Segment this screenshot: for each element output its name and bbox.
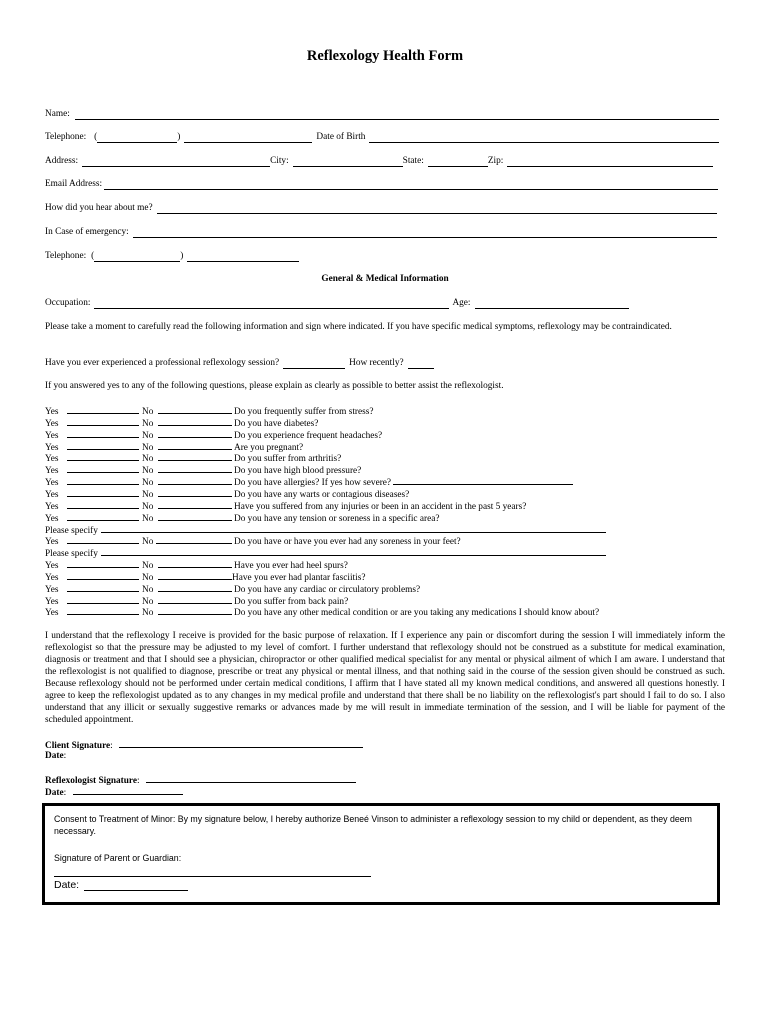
no-answer-field[interactable] bbox=[158, 606, 232, 615]
zip-label: Zip: bbox=[487, 156, 504, 166]
name-field[interactable] bbox=[75, 110, 719, 120]
yes-answer-field[interactable] bbox=[67, 441, 139, 450]
occupation-row bbox=[45, 297, 629, 309]
yes-label: Yes bbox=[45, 596, 59, 607]
no-answer-field[interactable] bbox=[158, 512, 232, 521]
email-label: Email Address: bbox=[45, 179, 103, 189]
telephone-field[interactable] bbox=[184, 133, 312, 143]
consent-date-label: Date: bbox=[54, 879, 80, 891]
heard-label: How did you hear about me? bbox=[45, 203, 153, 213]
no-answer-field[interactable] bbox=[158, 488, 232, 497]
no-label: No bbox=[142, 561, 154, 572]
client-signature-label: Client Signature bbox=[45, 741, 111, 751]
question-text: Do you suffer from arthritis? bbox=[234, 454, 342, 465]
no-answer-field[interactable] bbox=[158, 417, 232, 426]
emergency-row bbox=[45, 226, 717, 238]
yes-label: Yes bbox=[45, 418, 59, 429]
yes-answer-field[interactable] bbox=[67, 429, 139, 438]
how-recently-field[interactable] bbox=[408, 359, 434, 369]
no-label: No bbox=[142, 466, 154, 477]
explain-note: If you answered yes to any of the following questions, please explain as clearly as possible to better assist the reflexologist. bbox=[45, 381, 504, 391]
agreement-paragraph: I understand that the reflexology I receive is provided for the basic purpose of relaxation. If I experience any pain or discomfort during the session I will immediately inform the reflexologist so that the pressure may be adjusted to my level of comfort. I further understand that reflexology should not be construed as a substitute for medical examination, diagnosis or treatment and that I should see a physician, chiropractor or other qualified medical specialist for any mental or physical ailment of which I am aware. I understand that the reflexologist is not qualified to diagnose, prescribe or treat any physical or mental illness, and that nothing said in the course of the session given should be construed as such. Because reflexology should not be performed under certain medical conditions, I affirm that I have stated all my known medical conditions, and answered all questions honestly. I agree to keep the reflexologist updated as to any changes in my medical profile and understand that there shall be no liability on the reflexologist's part should I fail to do so. I also understand that any illicit or sexually suggestive remarks or advances made by me will result in immediate termination of the session, and I will be liable for payment of the scheduled appointment. bbox=[45, 631, 725, 725]
zip-field[interactable] bbox=[507, 157, 713, 167]
no-label: No bbox=[142, 442, 154, 453]
client-date-row bbox=[45, 750, 66, 762]
no-label: No bbox=[142, 407, 154, 417]
question-text: Have you ever had heel spurs? bbox=[234, 561, 348, 572]
parent-signature-label: Signature of Parent or Guardian: bbox=[54, 853, 182, 863]
no-label: No bbox=[142, 478, 154, 489]
question-text: Do you have any other medical condition or are you taking any medications I should know about? bbox=[234, 608, 600, 619]
no-answer-field[interactable] bbox=[158, 452, 232, 461]
form-title: Reflexology Health Form bbox=[306, 48, 464, 64]
address-label: Address: bbox=[45, 156, 79, 166]
email-row bbox=[45, 178, 718, 190]
consent-date-field[interactable] bbox=[84, 879, 188, 891]
no-label: No bbox=[142, 501, 154, 512]
yes-answer-field[interactable] bbox=[67, 595, 139, 604]
email-field[interactable] bbox=[104, 180, 718, 190]
reflexologist-signature-label: Reflexologist Signature bbox=[45, 776, 138, 786]
no-label: No bbox=[142, 537, 154, 548]
yes-label: Yes bbox=[45, 489, 59, 500]
please-specify-field[interactable] bbox=[101, 547, 606, 556]
age-label: Age: bbox=[452, 298, 471, 308]
name-label: Name: bbox=[45, 109, 70, 119]
yes-label: Yes bbox=[45, 501, 59, 512]
question-text: Do you have allergies? If yes how severe? bbox=[234, 478, 392, 489]
emergency-field[interactable] bbox=[133, 228, 717, 238]
question-text: Have you ever had plantar fasciitis? bbox=[232, 572, 366, 583]
name-row bbox=[45, 108, 719, 120]
emergency-telephone-label: Telephone: bbox=[45, 251, 87, 261]
yes-answer-field[interactable] bbox=[67, 452, 139, 461]
client-signature-field[interactable] bbox=[119, 738, 363, 748]
yes-label: Yes bbox=[45, 513, 59, 524]
yes-label: Yes bbox=[45, 584, 59, 595]
experienced-question: Have you ever experienced a professional reflexology session? bbox=[45, 358, 280, 368]
no-label: No bbox=[142, 608, 154, 619]
no-answer-field[interactable] bbox=[158, 559, 232, 568]
no-label: No bbox=[142, 584, 154, 595]
reflexologist-date-field[interactable] bbox=[73, 785, 183, 795]
heard-field[interactable] bbox=[157, 204, 717, 214]
no-label: No bbox=[142, 513, 154, 524]
reflexologist-signature-field[interactable] bbox=[146, 773, 356, 783]
emergency-area-open: ( bbox=[91, 251, 95, 261]
question-text: Do you suffer from back pain? bbox=[234, 596, 349, 607]
no-answer-field[interactable] bbox=[158, 429, 232, 438]
emergency-area-code-field[interactable] bbox=[94, 252, 180, 262]
question-text: Do you have or have you ever had any soreness in your feet? bbox=[234, 537, 461, 548]
yes-answer-field[interactable] bbox=[67, 405, 139, 414]
yes-label: Yes bbox=[45, 407, 59, 417]
yes-answer-field[interactable] bbox=[67, 417, 139, 426]
occupation-field[interactable] bbox=[94, 299, 449, 309]
no-answer-field[interactable] bbox=[158, 464, 232, 473]
telephone-row bbox=[45, 131, 719, 143]
question-row bbox=[45, 606, 599, 620]
no-label: No bbox=[142, 596, 154, 607]
reflexologist-date-row bbox=[45, 785, 183, 799]
telephone-label: Telephone: bbox=[45, 132, 87, 142]
client-signature-row bbox=[45, 738, 363, 752]
please-specify-label: Please specify bbox=[45, 525, 98, 536]
yes-label: Yes bbox=[45, 608, 59, 619]
parent-signature-field[interactable] bbox=[54, 876, 371, 877]
emergency-label: In Case of emergency: bbox=[45, 227, 129, 237]
no-answer-field[interactable] bbox=[158, 595, 232, 604]
no-answer-field[interactable] bbox=[158, 500, 232, 509]
dob-field[interactable] bbox=[369, 133, 719, 143]
yes-answer-field[interactable] bbox=[67, 500, 139, 509]
question-text: Do you have diabetes? bbox=[234, 418, 319, 429]
state-label: State: bbox=[402, 156, 424, 166]
state-field[interactable] bbox=[428, 157, 488, 167]
yes-answer-field[interactable] bbox=[67, 571, 139, 580]
reflexologist-signature-colon: : bbox=[137, 776, 140, 786]
experienced-field[interactable] bbox=[283, 359, 345, 369]
question-text: Do you have any warts or contagious diseases? bbox=[234, 489, 410, 500]
no-answer-field[interactable] bbox=[158, 476, 232, 485]
how-recently-label: How recently? bbox=[349, 358, 404, 368]
client-date-colon: : bbox=[63, 751, 67, 761]
question-text: Do you experience frequent headaches? bbox=[234, 430, 383, 441]
reflexologist-date-label: Date bbox=[45, 788, 64, 798]
no-label: No bbox=[142, 430, 154, 441]
no-answer-field[interactable] bbox=[158, 571, 232, 580]
yes-label: Yes bbox=[45, 454, 59, 465]
city-field[interactable] bbox=[293, 157, 403, 167]
age-field[interactable] bbox=[475, 299, 629, 309]
address-row bbox=[45, 155, 713, 167]
consent-date-row bbox=[54, 879, 188, 891]
consent-text: Consent to Treatment of Minor: By my signature below, I hereby authorize Beneé Vinson to administer a reflexology session to my child or dependent, as they deem necessary. bbox=[54, 814, 692, 836]
yes-label: Yes bbox=[45, 430, 59, 441]
yes-label: Yes bbox=[45, 572, 59, 583]
no-label: No bbox=[142, 418, 154, 429]
no-answer-field[interactable] bbox=[158, 405, 232, 414]
question-text: Do you frequently suffer from stress? bbox=[234, 407, 374, 417]
heard-row bbox=[45, 202, 717, 214]
please-specify-field[interactable] bbox=[101, 524, 606, 533]
area-code-open: ( bbox=[94, 132, 98, 142]
yes-label: Yes bbox=[45, 478, 59, 489]
no-answer-field[interactable] bbox=[158, 583, 232, 592]
emergency-telephone-row bbox=[45, 250, 299, 262]
yes-label: Yes bbox=[45, 561, 59, 572]
yes-answer-field[interactable] bbox=[67, 583, 139, 592]
dob-label: Date of Birth bbox=[316, 132, 366, 142]
no-label: No bbox=[142, 454, 154, 465]
yes-label: Yes bbox=[45, 466, 59, 477]
yes-answer-field[interactable] bbox=[67, 606, 139, 615]
yes-answer-field[interactable] bbox=[67, 512, 139, 521]
no-answer-field[interactable] bbox=[156, 535, 232, 544]
allergy-severity-field[interactable] bbox=[393, 476, 573, 485]
yes-label: Yes bbox=[45, 442, 59, 453]
no-label: No bbox=[142, 572, 154, 583]
please-specify-label: Please specify bbox=[45, 549, 98, 560]
address-field[interactable] bbox=[82, 157, 270, 167]
question-text: Are you pregnant? bbox=[234, 442, 304, 453]
question-text: Do you have high blood pressure? bbox=[234, 466, 362, 477]
minor-consent-box bbox=[42, 803, 720, 905]
yes-answer-field[interactable] bbox=[67, 535, 139, 544]
question-text: Do you have any cardiac or circulatory problems? bbox=[234, 584, 421, 595]
no-label: No bbox=[142, 489, 154, 500]
area-code-field[interactable] bbox=[97, 133, 177, 143]
client-signature-colon: : bbox=[110, 741, 113, 751]
yes-answer-field[interactable] bbox=[67, 464, 139, 473]
intro-paragraph: Please take a moment to carefully read the following information and sign where indicated. If you have specific medical symptoms, reflexology may be contraindicated. bbox=[45, 322, 672, 332]
no-answer-field[interactable] bbox=[158, 441, 232, 450]
client-date-label: Date bbox=[45, 751, 64, 761]
area-code-close: ) bbox=[177, 132, 181, 142]
section-heading: General & Medical Information bbox=[321, 274, 449, 284]
yes-answer-field[interactable] bbox=[67, 488, 139, 497]
experienced-row bbox=[45, 357, 434, 369]
question-text: Have you suffered from any injuries or been in an accident in the past 5 years? bbox=[234, 501, 527, 512]
reflexologist-date-colon: : bbox=[63, 788, 67, 798]
emergency-area-close: ) bbox=[180, 251, 184, 261]
city-label: City: bbox=[270, 156, 289, 166]
emergency-telephone-field[interactable] bbox=[187, 252, 299, 262]
yes-label: Yes bbox=[45, 537, 59, 548]
yes-answer-field[interactable] bbox=[67, 559, 139, 568]
yes-answer-field[interactable] bbox=[67, 476, 139, 485]
occupation-label: Occupation: bbox=[45, 298, 91, 308]
question-text: Do you have any tension or soreness in a specific area? bbox=[234, 513, 440, 524]
